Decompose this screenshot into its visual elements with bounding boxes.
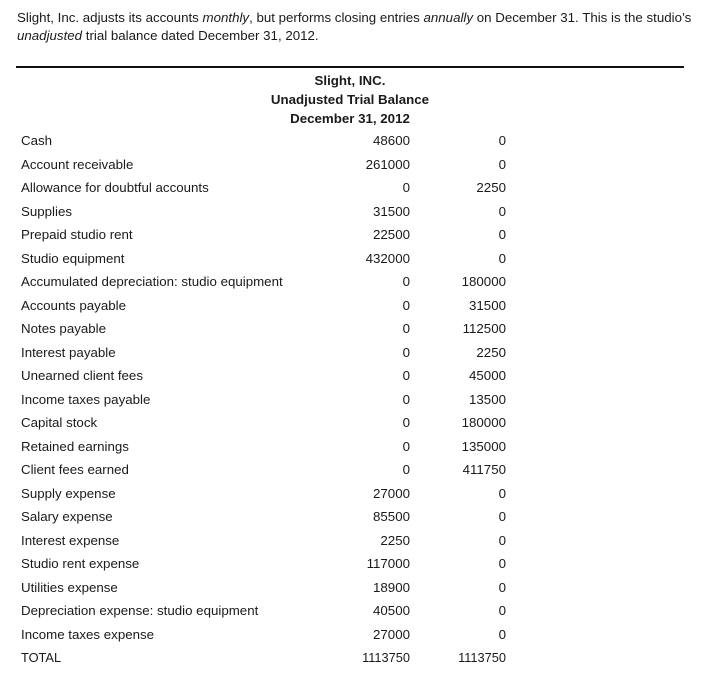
- table-row: [0, 437, 714, 457]
- credit-amount: 0: [498, 509, 506, 524]
- debit-amount: 18900: [373, 579, 410, 595]
- account-name: Utilities expense: [21, 579, 118, 595]
- table-row: [0, 249, 714, 269]
- account-name: Prepaid studio rent: [21, 227, 133, 242]
- debit-amount: 0: [402, 415, 410, 430]
- total-label: TOTAL: [21, 650, 62, 665]
- account-name: Retained earnings: [21, 438, 129, 454]
- intro-text: trial balance dated December 31, 2012.: [82, 28, 319, 43]
- debit-amount: 0: [402, 391, 410, 407]
- account-name: Client fees earned: [21, 462, 129, 477]
- intro-emphasis-monthly: monthly: [202, 10, 250, 25]
- debit-amount: 85500: [373, 509, 410, 524]
- debit-amount: 27000: [373, 485, 410, 501]
- total-debit: 1113750: [362, 650, 410, 665]
- account-name: Supply expense: [21, 485, 116, 501]
- credit-amount: 31500: [469, 297, 506, 313]
- account-name: Studio rent expense: [21, 556, 140, 571]
- intro-text: Slight, Inc. adjusts its accounts: [17, 10, 203, 25]
- debit-amount: 0: [402, 297, 410, 313]
- debit-amount: 0: [402, 180, 410, 195]
- credit-amount: 2250: [476, 344, 506, 360]
- table-row: [0, 601, 714, 621]
- table-row: [0, 413, 714, 433]
- table-row: [0, 578, 714, 598]
- table-row: [0, 155, 714, 175]
- total-credit: 1113750: [458, 650, 506, 665]
- account-name: Unearned client fees: [21, 368, 143, 383]
- table-row: [0, 554, 714, 574]
- intro-emphasis-annually: annually: [423, 10, 474, 25]
- account-name: Supplies: [21, 203, 73, 219]
- account-name: Income taxes expense: [21, 626, 155, 642]
- table-row: [0, 131, 714, 151]
- account-name: Interest payable: [21, 344, 116, 360]
- credit-amount: 0: [498, 603, 506, 618]
- credit-amount: 13500: [469, 391, 506, 407]
- table-row: [0, 390, 714, 410]
- debit-amount: 2250: [380, 532, 410, 548]
- table-row: [0, 460, 714, 480]
- debit-amount: 22500: [373, 227, 410, 242]
- table-row: [0, 178, 714, 198]
- credit-amount: 0: [498, 579, 506, 595]
- debit-amount: 261000: [365, 156, 410, 172]
- debit-amount: 0: [402, 438, 410, 454]
- table-row: [0, 625, 714, 645]
- report-title: Unadjusted Trial Balance: [270, 92, 430, 107]
- account-name: Cash: [21, 133, 53, 148]
- debit-amount: 40500: [373, 603, 410, 618]
- account-name: Notes payable: [21, 321, 107, 336]
- credit-amount: 0: [498, 626, 506, 642]
- credit-amount: 0: [498, 556, 506, 571]
- account-name: Capital stock: [21, 415, 98, 430]
- debit-amount: 0: [402, 321, 410, 336]
- credit-amount: 0: [498, 133, 506, 148]
- top-divider: [16, 66, 684, 68]
- credit-amount: 2250: [476, 180, 506, 195]
- account-name: Depreciation expense: studio equipment: [21, 603, 259, 618]
- table-row: [0, 484, 714, 504]
- credit-amount: 0: [498, 203, 506, 219]
- credit-amount: 0: [498, 485, 506, 501]
- account-name: Accumulated depreciation: studio equipment: [21, 274, 283, 289]
- account-name: Interest expense: [21, 532, 120, 548]
- credit-amount: 0: [498, 156, 506, 172]
- total-row: [0, 648, 714, 668]
- debit-amount: 117000: [366, 556, 410, 571]
- credit-amount: 0: [498, 227, 506, 242]
- account-name: Allowance for doubtful accounts: [21, 180, 209, 195]
- account-name: Account receivable: [21, 156, 134, 172]
- account-name: Salary expense: [21, 509, 113, 524]
- credit-amount: 180000: [461, 274, 506, 289]
- table-row: [0, 272, 714, 292]
- debit-amount: 0: [402, 344, 410, 360]
- account-name: Studio equipment: [21, 250, 125, 266]
- debit-amount: 0: [402, 274, 410, 289]
- intro-text: , but performs closing entries: [249, 10, 424, 25]
- table-row: [0, 202, 714, 222]
- table-row: [0, 531, 714, 551]
- debit-amount: 27000: [373, 626, 410, 642]
- credit-amount: 0: [498, 250, 506, 266]
- table-row: [0, 366, 714, 386]
- credit-amount: 112500: [462, 321, 506, 336]
- intro-text: on December 31. This is the studio’s: [473, 10, 692, 25]
- table-row: [0, 343, 714, 363]
- table-row: [0, 507, 714, 527]
- table-row: [0, 225, 714, 245]
- report-date: December 31, 2012: [290, 111, 410, 126]
- table-row: [0, 296, 714, 316]
- debit-amount: 0: [402, 368, 410, 383]
- debit-amount: 31500: [373, 203, 410, 219]
- account-name: Income taxes payable: [21, 391, 151, 407]
- credit-amount: 180000: [461, 415, 506, 430]
- intro-paragraph: [17, 9, 697, 45]
- account-name: Accounts payable: [21, 297, 126, 313]
- company-name: Slight, INC.: [314, 73, 386, 88]
- credit-amount: 0: [498, 532, 506, 548]
- credit-amount: 135000: [461, 438, 506, 454]
- credit-amount: 45000: [469, 368, 506, 383]
- credit-amount: 411750: [462, 462, 506, 477]
- intro-emphasis-unadjusted: unadjusted: [17, 28, 83, 43]
- debit-amount: 48600: [373, 133, 410, 148]
- debit-amount: 0: [402, 462, 410, 477]
- table-row: [0, 319, 714, 339]
- debit-amount: 432000: [365, 250, 410, 266]
